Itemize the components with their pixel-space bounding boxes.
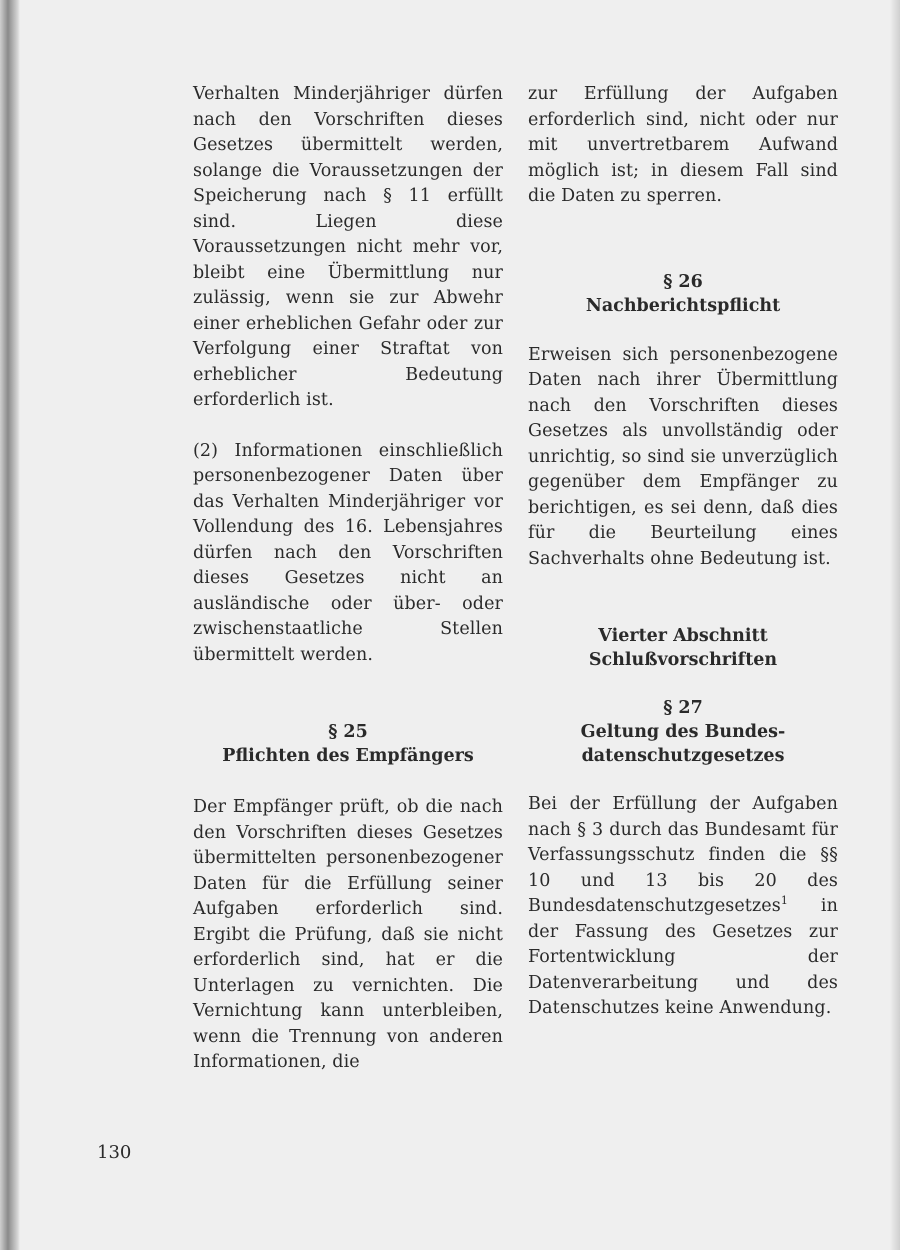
left-column	[193, 82, 503, 1076]
section-27-heading	[528, 696, 838, 768]
section-25-number: § 25	[328, 722, 368, 742]
page-binding-edge	[0, 0, 20, 1250]
page-number: 130	[97, 1142, 132, 1163]
section-27-text	[528, 792, 838, 1022]
left-para-continued: Verhalten Minderjähriger dürfen nach den Vorschriften dieses Gesetzes übermittelt werden, solange die Voraussetzungen der Speicherung nach § 11 erfüllt sind. Liegen diese Voraussetzungen nicht mehr vor, bleibt eine Übermittlung nur zulässig, wenn sie zur Abwehr einer erheblichen Gefahr oder zur Verfolgung einer Straftat von erheblicher Bedeutung erforderlich ist.	[193, 84, 503, 410]
section-25-text: Der Empfänger prüft, ob die nach den Vorschriften dieses Gesetzes übermittelten personenbezogener Daten für die Erfüllung seiner Aufgaben erforderlich sind. Ergibt die Prüfung, daß sie nicht erforderlich sind, hat er die Unterlagen zu vernichten. Die Vernichtung kann unterbleiben, wenn die Trennung von anderen Informationen, die	[193, 797, 503, 1072]
section-27-text-part2: in der Fassung des Gesetzes zur Fortentwicklung der Datenverarbeitung und des Datenschutzes keine Anwendung.	[528, 896, 838, 1018]
page-right-edge	[890, 0, 900, 1250]
part-heading-line2: Schlußvorschriften	[588, 650, 778, 670]
section-25-title: Pflichten des Empfängers	[222, 746, 474, 766]
right-column	[528, 82, 838, 1022]
section-26-number: § 26	[663, 271, 703, 292]
section-25-heading	[193, 720, 503, 768]
section-27-number: § 27	[663, 698, 703, 718]
right-para-continued: zur Erfüllung der Aufgaben erforderlich sind, nicht oder nur mit unvertretbarem Aufwand möglich ist; in diesem Fall sind die Daten zu sperren.	[528, 84, 838, 206]
left-para-2: (2) Informationen einschließlich personenbezogener Daten über das Verhalten Minderjähriger vor Vollendung des 16. Lebensjahres dürfen nach den Vorschriften dieses Gesetzes nicht an ausländische oder über- oder zwischenstaatliche Stellen übermittelt werden.	[193, 440, 503, 665]
part-heading	[528, 624, 838, 672]
section-27-text-part1: Bei der Erfüllung der Aufgaben nach § 3 durch das Bundesamt für Verfassungsschutz finden die §§ 10 und 13 bis 20 des Bundesdatenschutzgesetzes	[528, 794, 838, 916]
footnote-marker: 1	[780, 894, 788, 908]
section-26-heading	[528, 270, 838, 318]
section-26-text: Erweisen sich personenbezogene Daten nach ihrer Übermittlung nach den Vorschriften dieses Gesetzes als unvollständig oder unrichtig, so sind sie unverzüglich gegenüber dem Empfänger zu berichtigen, es sei denn, daß dies für die Beurteilung eines Sachverhalts ohne Bedeutung ist.	[528, 344, 838, 569]
section-27-title-line1: Geltung des Bundes-	[580, 722, 786, 742]
part-heading-line1: Vierter Abschnitt	[598, 626, 768, 646]
section-26-title: Nachberichtspflicht	[585, 295, 781, 316]
section-27-title-line2: datenschutzgesetzes	[581, 746, 785, 766]
